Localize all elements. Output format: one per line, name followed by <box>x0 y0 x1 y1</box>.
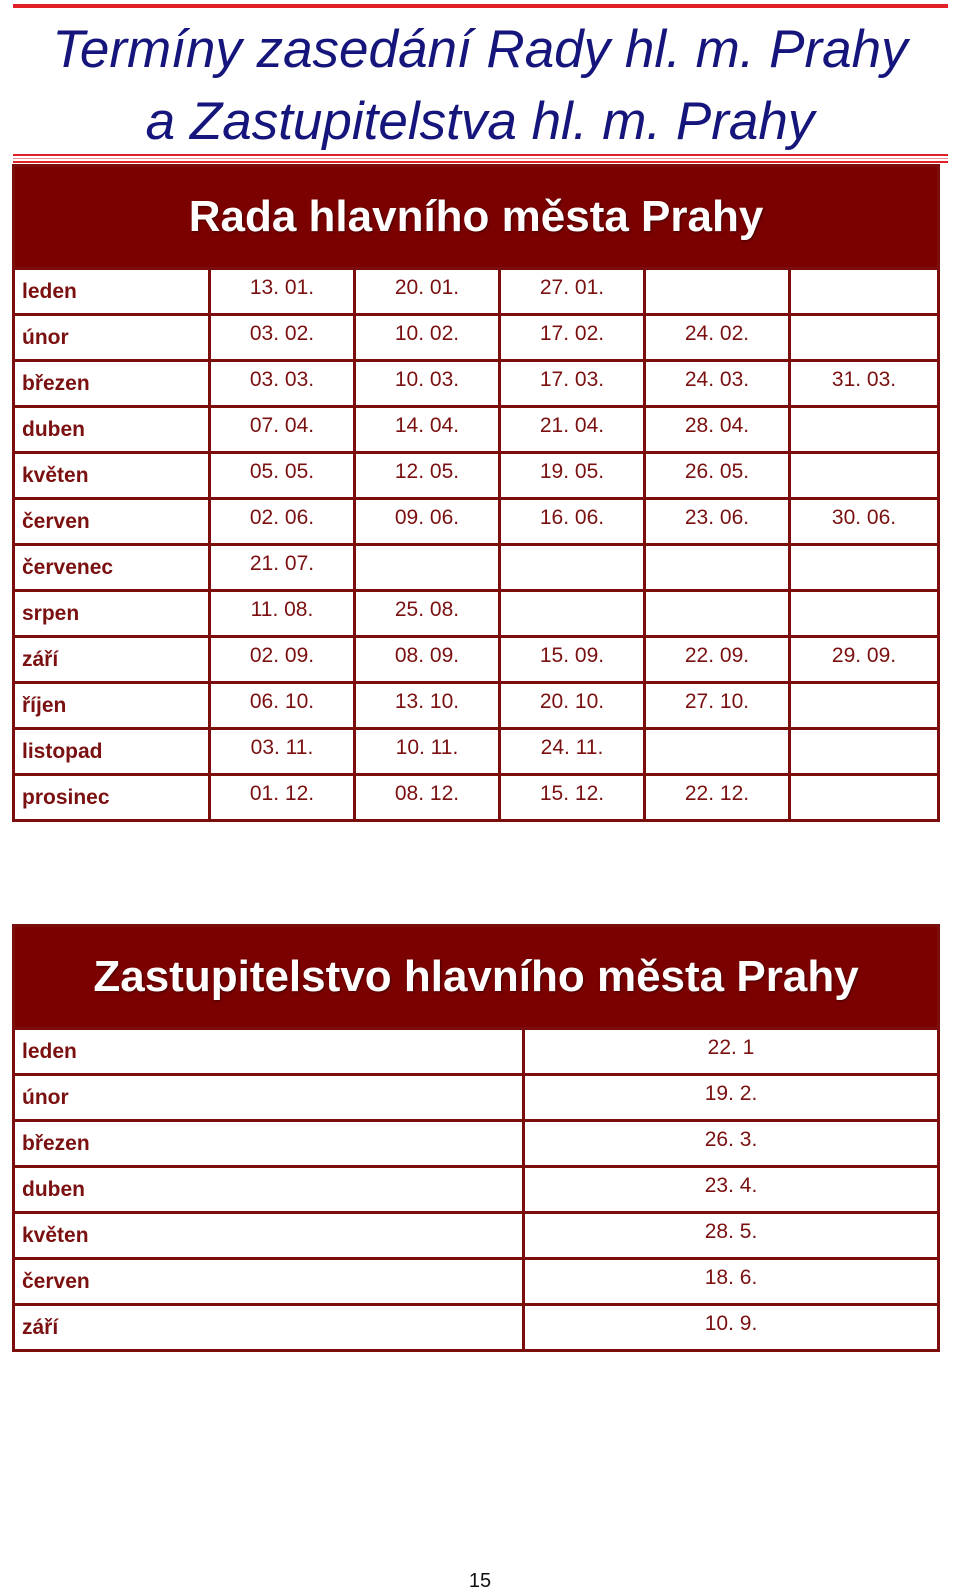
date-cell <box>790 729 939 775</box>
title-line-1: Termíny zasedání Rady hl. m. Prahy <box>52 20 908 79</box>
date-cell: 24. 11. <box>500 729 645 775</box>
month-cell: únor <box>14 315 210 361</box>
date-cell: 07. 04. <box>210 407 355 453</box>
date-cell <box>790 269 939 315</box>
month-cell: duben <box>14 1167 524 1213</box>
document-title <box>0 14 960 158</box>
date-cell: 21. 04. <box>500 407 645 453</box>
date-cell: 27. 01. <box>500 269 645 315</box>
rada-header-row <box>14 166 939 269</box>
date-cell: 20. 01. <box>355 269 500 315</box>
month-cell: červen <box>14 1259 524 1305</box>
month-cell: leden <box>14 1029 524 1075</box>
table-row <box>14 1167 939 1213</box>
date-cell: 25. 08. <box>355 591 500 637</box>
date-cell: 18. 6. <box>524 1259 939 1305</box>
date-cell <box>790 315 939 361</box>
date-cell <box>790 545 939 591</box>
date-cell: 14. 04. <box>355 407 500 453</box>
date-cell: 19. 2. <box>524 1075 939 1121</box>
month-cell: srpen <box>14 591 210 637</box>
table-row <box>14 683 939 729</box>
date-cell: 26. 05. <box>645 453 790 499</box>
date-cell: 28. 04. <box>645 407 790 453</box>
table-row <box>14 1075 939 1121</box>
month-cell: červenec <box>14 545 210 591</box>
table-row <box>14 637 939 683</box>
date-cell <box>500 591 645 637</box>
zastupitelstvo-schedule-table <box>12 924 940 1352</box>
date-cell: 08. 09. <box>355 637 500 683</box>
month-cell: květen <box>14 1213 524 1259</box>
date-cell: 12. 05. <box>355 453 500 499</box>
date-cell: 02. 09. <box>210 637 355 683</box>
table-row <box>14 1121 939 1167</box>
title-line-2: a Zastupitelstva hl. m. Prahy <box>145 92 815 151</box>
month-cell: květen <box>14 453 210 499</box>
date-cell: 03. 02. <box>210 315 355 361</box>
date-cell <box>790 407 939 453</box>
table-row <box>14 729 939 775</box>
rada-heading: Rada hlavního města Prahy <box>14 166 939 269</box>
date-cell: 03. 11. <box>210 729 355 775</box>
date-cell: 23. 06. <box>645 499 790 545</box>
date-cell: 24. 02. <box>645 315 790 361</box>
table-row <box>14 407 939 453</box>
table-row <box>14 1305 939 1351</box>
month-cell: červen <box>14 499 210 545</box>
month-cell: prosinec <box>14 775 210 821</box>
date-cell: 06. 10. <box>210 683 355 729</box>
date-cell: 11. 08. <box>210 591 355 637</box>
date-cell: 26. 3. <box>524 1121 939 1167</box>
date-cell: 16. 06. <box>500 499 645 545</box>
month-cell: únor <box>14 1075 524 1121</box>
date-cell: 03. 03. <box>210 361 355 407</box>
table-row <box>14 499 939 545</box>
month-cell: říjen <box>14 683 210 729</box>
date-cell: 08. 12. <box>355 775 500 821</box>
page-number: 15 <box>468 1570 492 1592</box>
date-cell: 31. 03. <box>790 361 939 407</box>
date-cell: 10. 9. <box>524 1305 939 1351</box>
month-cell: leden <box>14 269 210 315</box>
table-row <box>14 1259 939 1305</box>
month-cell: březen <box>14 361 210 407</box>
date-cell: 10. 03. <box>355 361 500 407</box>
date-cell: 23. 4. <box>524 1167 939 1213</box>
table-row <box>14 1029 939 1075</box>
month-cell: duben <box>14 407 210 453</box>
date-cell: 21. 07. <box>210 545 355 591</box>
rada-schedule-table <box>12 164 940 822</box>
date-cell <box>645 729 790 775</box>
date-cell: 22. 09. <box>645 637 790 683</box>
date-cell: 13. 01. <box>210 269 355 315</box>
table-row <box>14 545 939 591</box>
date-cell: 01. 12. <box>210 775 355 821</box>
date-cell <box>645 545 790 591</box>
date-cell <box>790 591 939 637</box>
date-cell: 10. 02. <box>355 315 500 361</box>
month-cell: březen <box>14 1121 524 1167</box>
date-cell: 15. 12. <box>500 775 645 821</box>
date-cell: 29. 09. <box>790 637 939 683</box>
date-cell: 13. 10. <box>355 683 500 729</box>
date-cell: 30. 06. <box>790 499 939 545</box>
date-cell <box>790 775 939 821</box>
date-cell <box>790 453 939 499</box>
date-cell <box>355 545 500 591</box>
date-cell <box>500 545 645 591</box>
table-row <box>14 361 939 407</box>
date-cell: 02. 06. <box>210 499 355 545</box>
date-cell: 20. 10. <box>500 683 645 729</box>
table-row <box>14 269 939 315</box>
date-cell: 17. 03. <box>500 361 645 407</box>
date-cell <box>790 683 939 729</box>
table-row <box>14 1213 939 1259</box>
top-rule <box>13 4 948 8</box>
month-cell: září <box>14 637 210 683</box>
table-row <box>14 591 939 637</box>
date-cell: 22. 1 <box>524 1029 939 1075</box>
month-cell: listopad <box>14 729 210 775</box>
date-cell <box>645 591 790 637</box>
date-cell: 10. 11. <box>355 729 500 775</box>
date-cell: 09. 06. <box>355 499 500 545</box>
date-cell: 17. 02. <box>500 315 645 361</box>
table-row <box>14 775 939 821</box>
date-cell: 15. 09. <box>500 637 645 683</box>
date-cell: 22. 12. <box>645 775 790 821</box>
date-cell: 19. 05. <box>500 453 645 499</box>
table-row <box>14 315 939 361</box>
date-cell: 24. 03. <box>645 361 790 407</box>
month-cell: září <box>14 1305 524 1351</box>
date-cell: 28. 5. <box>524 1213 939 1259</box>
date-cell: 05. 05. <box>210 453 355 499</box>
date-cell <box>645 269 790 315</box>
date-cell: 27. 10. <box>645 683 790 729</box>
table-row <box>14 453 939 499</box>
zastupitelstvo-header-row <box>14 926 939 1029</box>
zastupitelstvo-heading: Zastupitelstvo hlavního města Prahy <box>14 926 939 1029</box>
